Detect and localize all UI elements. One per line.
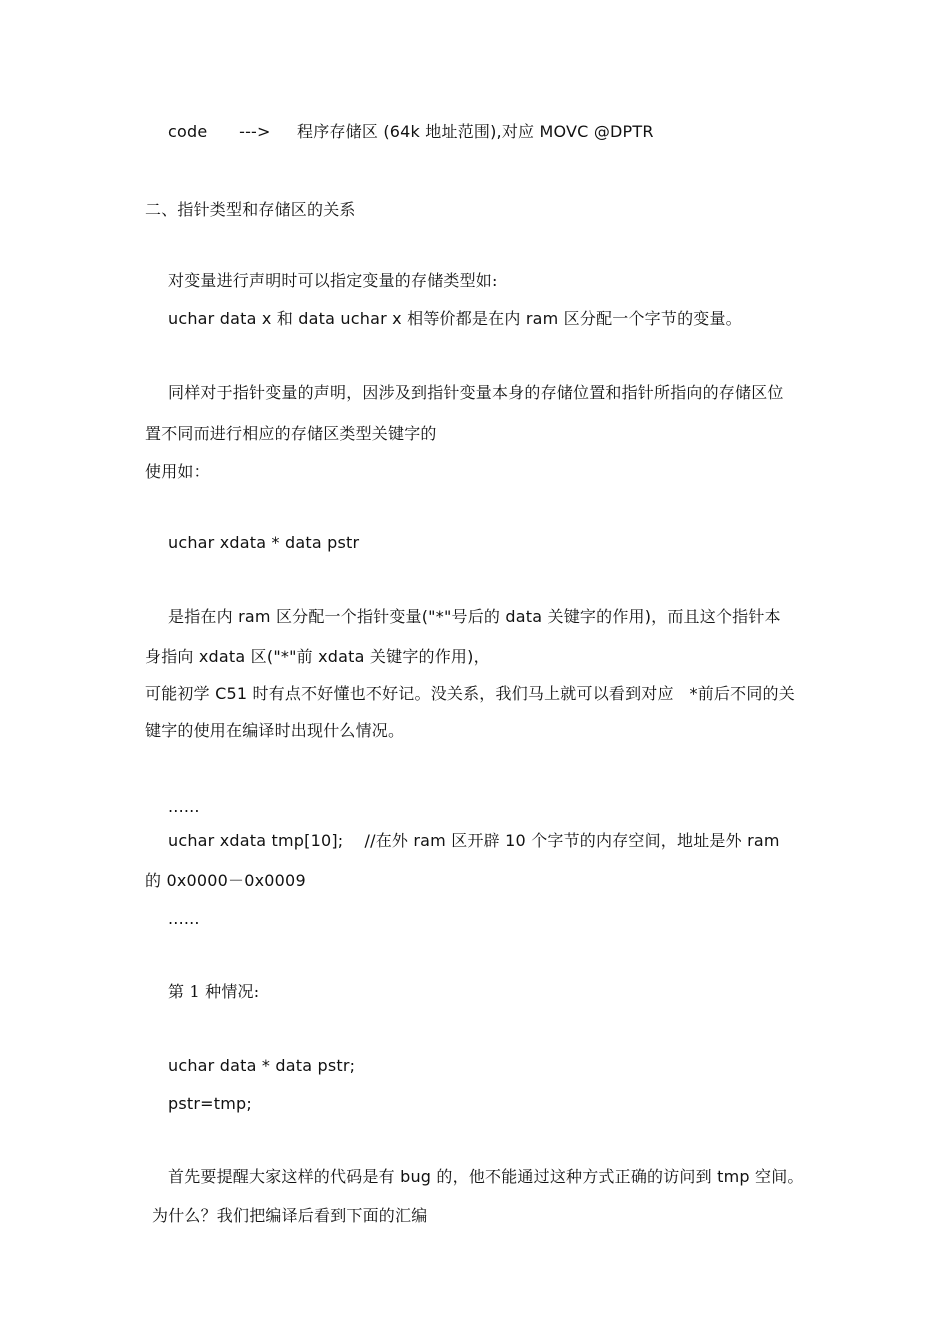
text-line: 身指向 xdata 区("*"前 xdata 关键字的作用)， (145, 647, 490, 666)
text-line: 为什么？我们把编译后看到下面的汇编 (152, 1206, 428, 1225)
text-line: uchar data x 和 data uchar x 相等价都是在内 ram 区分配一个字节的变量。 (168, 309, 742, 328)
text-line: 是指在内 ram 区分配一个指针变量("*"号后的 data 关键字的作用)，而且这个指针本 (168, 607, 781, 626)
code-line: uchar xdata * data pstr (168, 533, 360, 552)
text-line: 置不同而进行相应的存储区类型关键字的 (145, 424, 437, 443)
text-line: 首先要提醒大家这样的代码是有 bug 的，他不能通过这种方式正确的访问到 tmp 空间。 (168, 1167, 804, 1186)
code-line: uchar xdata tmp[10]; //在外 ram 区开辟 10 个字节的内存空间，地址是外 ram (168, 831, 780, 850)
text-line: 使用如： (145, 462, 210, 481)
section-heading: 二、指针类型和存储区的关系 (145, 200, 356, 219)
text-line: 对变量进行声明时可以指定变量的存储类型如: (168, 271, 498, 290)
case-heading: 第 1 种情况: (168, 982, 260, 1001)
text-line: 可能初学 C51 时有点不好懂也不好记。没关系，我们马上就可以看到对应 *前后不同的关 (145, 684, 795, 703)
ellipsis-line: ...... (168, 909, 200, 928)
ellipsis-line: ...... (168, 797, 200, 816)
text-line: 同样对于指针变量的声明，因涉及到指针变量本身的存储位置和指针所指向的存储区位 (168, 383, 784, 402)
code-line: pstr=tmp; (168, 1094, 252, 1113)
code-line: uchar data * data pstr; (168, 1056, 356, 1075)
text-line-code-region: code ---> 程序存储区 (64k 地址范围),对应 MOVC @DPTR (168, 122, 654, 141)
text-line: 键字的使用在编译时出现什么情况。 (145, 721, 405, 740)
code-line: 的 0x0000－0x0009 (145, 871, 306, 890)
